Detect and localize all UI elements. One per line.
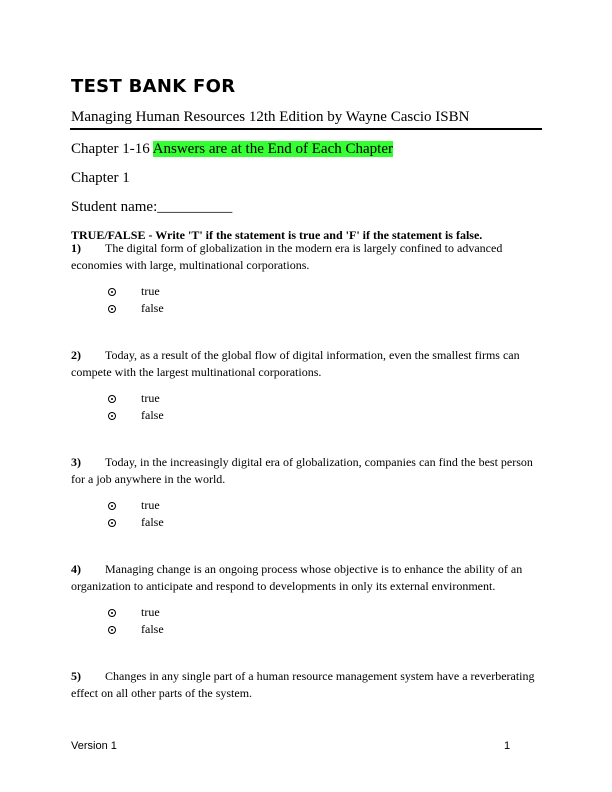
option-true[interactable] <box>108 497 164 514</box>
question-text-line: organization to anticipate and respond to developments in only its external environment. <box>71 579 496 593</box>
question-number: 2) <box>71 348 81 362</box>
question-text-line: The digital form of globalization in the modern era is largely confined to advanced <box>105 241 503 255</box>
question-1-options <box>108 283 164 317</box>
question-text-line: Today, as a result of the global flow of digital information, even the smallest firms can <box>105 348 520 362</box>
option-false[interactable] <box>108 621 164 638</box>
question-text-line: Today, in the increasingly digital era of globalization, companies can find the best person <box>105 455 533 469</box>
option-false[interactable] <box>108 514 164 531</box>
question-number: 4) <box>71 562 81 576</box>
question-2 <box>71 347 541 381</box>
option-false[interactable] <box>108 300 164 317</box>
footer-page-number: 1 <box>504 740 511 752</box>
question-2-options <box>108 390 164 424</box>
question-4-options <box>108 604 164 638</box>
option-label: true <box>141 391 160 405</box>
question-text-line: effect on all other parts of the system. <box>71 686 253 700</box>
option-true[interactable] <box>108 283 164 300</box>
option-label: true <box>141 498 160 512</box>
question-5 <box>71 668 541 702</box>
radio-button-icon[interactable] <box>108 519 116 527</box>
option-label: true <box>141 605 160 619</box>
question-3-options <box>108 497 164 531</box>
footer-version: Version 1 <box>71 740 117 752</box>
radio-button-icon[interactable] <box>108 626 116 634</box>
radio-button-icon[interactable] <box>108 305 116 313</box>
header-divider <box>70 128 542 130</box>
book-subtitle: Managing Human Resources 12th Edition by Wayne Cascio ISBN <box>71 109 470 125</box>
student-name-field: Student name:__________ <box>71 199 233 215</box>
radio-button-icon[interactable] <box>108 288 116 296</box>
option-label: false <box>141 408 164 422</box>
option-label: false <box>141 301 164 315</box>
radio-button-icon[interactable] <box>108 395 116 403</box>
question-text-line: compete with the largest multinational corporations. <box>71 365 322 379</box>
option-true[interactable] <box>108 390 164 407</box>
option-true[interactable] <box>108 604 164 621</box>
option-label: false <box>141 515 164 529</box>
answers-note-highlight: Answers are at the End of Each Chapter <box>152 141 393 157</box>
option-label: false <box>141 622 164 636</box>
question-4 <box>71 561 541 595</box>
question-number: 1) <box>71 241 81 255</box>
section-instructions: TRUE/FALSE - Write 'T' if the statement is true and 'F' if the statement is false. <box>71 228 483 242</box>
page-title: TEST BANK FOR <box>71 76 236 97</box>
question-number: 3) <box>71 455 81 469</box>
radio-button-icon[interactable] <box>108 502 116 510</box>
chapter-range-label: Chapter 1-16 <box>71 141 153 157</box>
question-text-line: Changes in any single part of a human resource management system have a reverberating <box>105 669 535 683</box>
question-number: 5) <box>71 669 81 683</box>
chapter-heading: Chapter 1 <box>71 170 130 186</box>
question-text-line: Managing change is an ongoing process whose objective is to enhance the ability of an <box>105 562 523 576</box>
question-3 <box>71 454 541 488</box>
question-1 <box>71 240 541 274</box>
radio-button-icon[interactable] <box>108 609 116 617</box>
option-label: true <box>141 284 160 298</box>
radio-button-icon[interactable] <box>108 412 116 420</box>
chapter-range <box>71 141 393 158</box>
question-text-line: for a job anywhere in the world. <box>71 472 226 486</box>
question-text-line: economies with large, multinational corporations. <box>71 258 310 272</box>
option-false[interactable] <box>108 407 164 424</box>
